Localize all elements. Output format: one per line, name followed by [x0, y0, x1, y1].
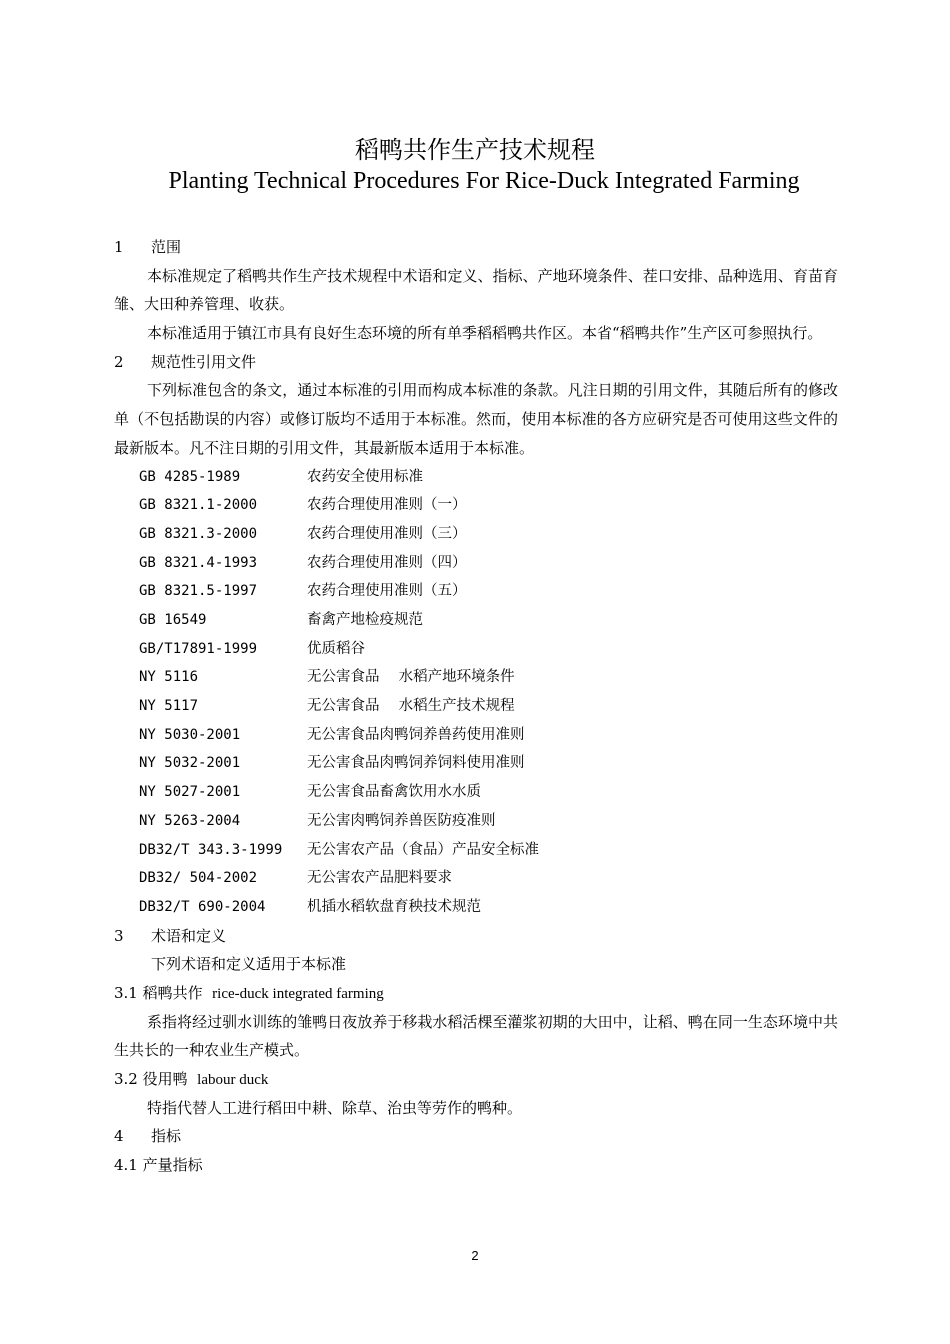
reference-row: [114, 836, 838, 865]
reference-code: NY 5263-2004: [139, 812, 241, 829]
section-number: 3: [114, 926, 124, 945]
reference-code: GB 8321.4-1993: [139, 554, 258, 571]
reference-name: 优质稻谷: [307, 640, 365, 657]
reference-row: [114, 520, 838, 549]
term-3-1-heading: [114, 979, 838, 1008]
section-number: 2: [114, 352, 124, 371]
reference-code: GB 16549: [139, 612, 207, 629]
reference-row: [114, 749, 838, 778]
term-3-2-definition: 特指代替人工进行稻田中耕、除草、治虫等劳作的鸭种。: [147, 1098, 523, 1117]
reference-name: 无公害农产品肥料要求: [307, 870, 452, 887]
reference-name: 无公害肉鸭饲养兽医防疫准则: [307, 812, 496, 829]
page-number: 2: [471, 1248, 479, 1263]
reference-code: DB32/T 690-2004: [139, 898, 266, 915]
reference-name: 无公害农产品（食品）产品安全标准: [307, 841, 539, 858]
section-2-paragraph-1: 下列标准包含的条文，通过本标准的引用而构成本标准的条款。凡注日期的引用文件，其随后所有的修改单（不包括勘误的内容）或修订版均不适用于本标准。然而，使用本标准的各方应研究是否可使用这些文件的最新版本。凡不注日期的引用文件，其最新版本适用于本标准。: [114, 381, 838, 457]
reference-code: GB 4285-1989: [139, 468, 241, 485]
reference-row: [114, 463, 838, 492]
document-body: [114, 233, 838, 1180]
reference-name: 无公害食品畜禽饮用水水质: [307, 784, 481, 801]
reference-code: NY 5032-2001: [139, 755, 241, 772]
reference-row: [114, 893, 838, 922]
reference-name: 农药合理使用准则（三）: [307, 525, 467, 542]
reference-code: NY 5030-2001: [139, 726, 241, 743]
reference-name: 机插水稻软盘育秧技术规范: [307, 898, 481, 915]
section-title: 指标: [151, 1127, 182, 1146]
reference-row: [114, 807, 838, 836]
section-1-paragraph-1: 本标准规定了稻鸭共作生产技术规程中术语和定义、指标、产地环境条件、茬口安排、品种选用、育苗育雏、大田种养管理、收获。: [114, 266, 838, 314]
term-english: rice-duck integrated farming: [212, 985, 384, 1002]
section-4-heading: [114, 1122, 838, 1151]
reference-row: [114, 635, 838, 664]
reference-code: GB 8321.1-2000: [139, 497, 258, 514]
reference-name: 无公害食品 水稻生产技术规程: [307, 698, 515, 715]
section-2-heading: [114, 348, 838, 377]
reference-name: 农药合理使用准则（五）: [307, 583, 467, 600]
section-title: 规范性引用文件: [151, 352, 257, 371]
term-3-1-definition: 系指将经过驯水训练的雏鸭日夜放养于移栽水稻活棵至灌浆初期的大田中，让稻、鸭在同一生态环境中共生共长的一种农业生产模式。: [114, 1012, 838, 1060]
term-english: labour duck: [197, 1072, 269, 1089]
reference-name: 无公害食品 水稻产地环境条件: [307, 669, 515, 686]
reference-row: [114, 663, 838, 692]
section-title: 范围: [151, 238, 182, 256]
reference-code: GB 8321.5-1997: [139, 583, 258, 600]
reference-name: 畜禽产地检疫规范: [307, 612, 423, 629]
section-title: 术语和定义: [151, 926, 227, 945]
reference-row: [114, 549, 838, 578]
reference-name: 农药安全使用标准: [307, 468, 423, 485]
term-3-2-heading: [114, 1065, 838, 1094]
reference-name: 农药合理使用准则（一）: [307, 497, 467, 514]
reference-row: [114, 864, 838, 893]
reference-code: DB32/T 343.3-1999: [139, 841, 283, 858]
term-label: 3.1 稻鸭共作: [114, 983, 203, 1002]
reference-code: NY 5116: [139, 669, 199, 686]
reference-row: [114, 778, 838, 807]
section-number: 4: [114, 1127, 124, 1146]
reference-list: [114, 463, 838, 922]
section-3-intro: 下列术语和定义适用于本标准: [151, 955, 347, 974]
reference-row: [114, 491, 838, 520]
reference-row: [114, 606, 838, 635]
reference-row: [114, 692, 838, 721]
reference-row: [114, 577, 838, 606]
reference-code: GB/T17891-1999: [139, 640, 258, 657]
section-1-heading: [114, 233, 838, 262]
reference-code: NY 5117: [139, 698, 199, 715]
reference-name: 无公害食品肉鸭饲养饲料使用准则: [307, 755, 525, 772]
title-chinese: 稻鸭共作生产技术规程: [355, 136, 595, 164]
subsection-4-1-heading: 4.1 产量指标: [114, 1156, 203, 1175]
term-label: 3.2 役用鸭: [114, 1070, 188, 1089]
section-1-paragraph-2: 本标准适用于镇江市具有良好生态环境的所有单季稻稻鸭共作区。本省“稻鸭共作”生产区可参照执行。: [147, 324, 823, 343]
reference-code: GB 8321.3-2000: [139, 525, 258, 542]
reference-code: NY 5027-2001: [139, 784, 241, 801]
title-english: Planting Technical Procedures For Rice-Duck Integrated Farming: [168, 168, 800, 194]
reference-row: [114, 721, 838, 750]
reference-name: 农药合理使用准则（四）: [307, 554, 467, 571]
section-3-heading: [114, 922, 838, 951]
reference-code: DB32/ 504-2002: [139, 870, 258, 887]
reference-name: 无公害食品肉鸭饲养兽药使用准则: [307, 726, 525, 743]
section-number: 1: [114, 238, 124, 256]
